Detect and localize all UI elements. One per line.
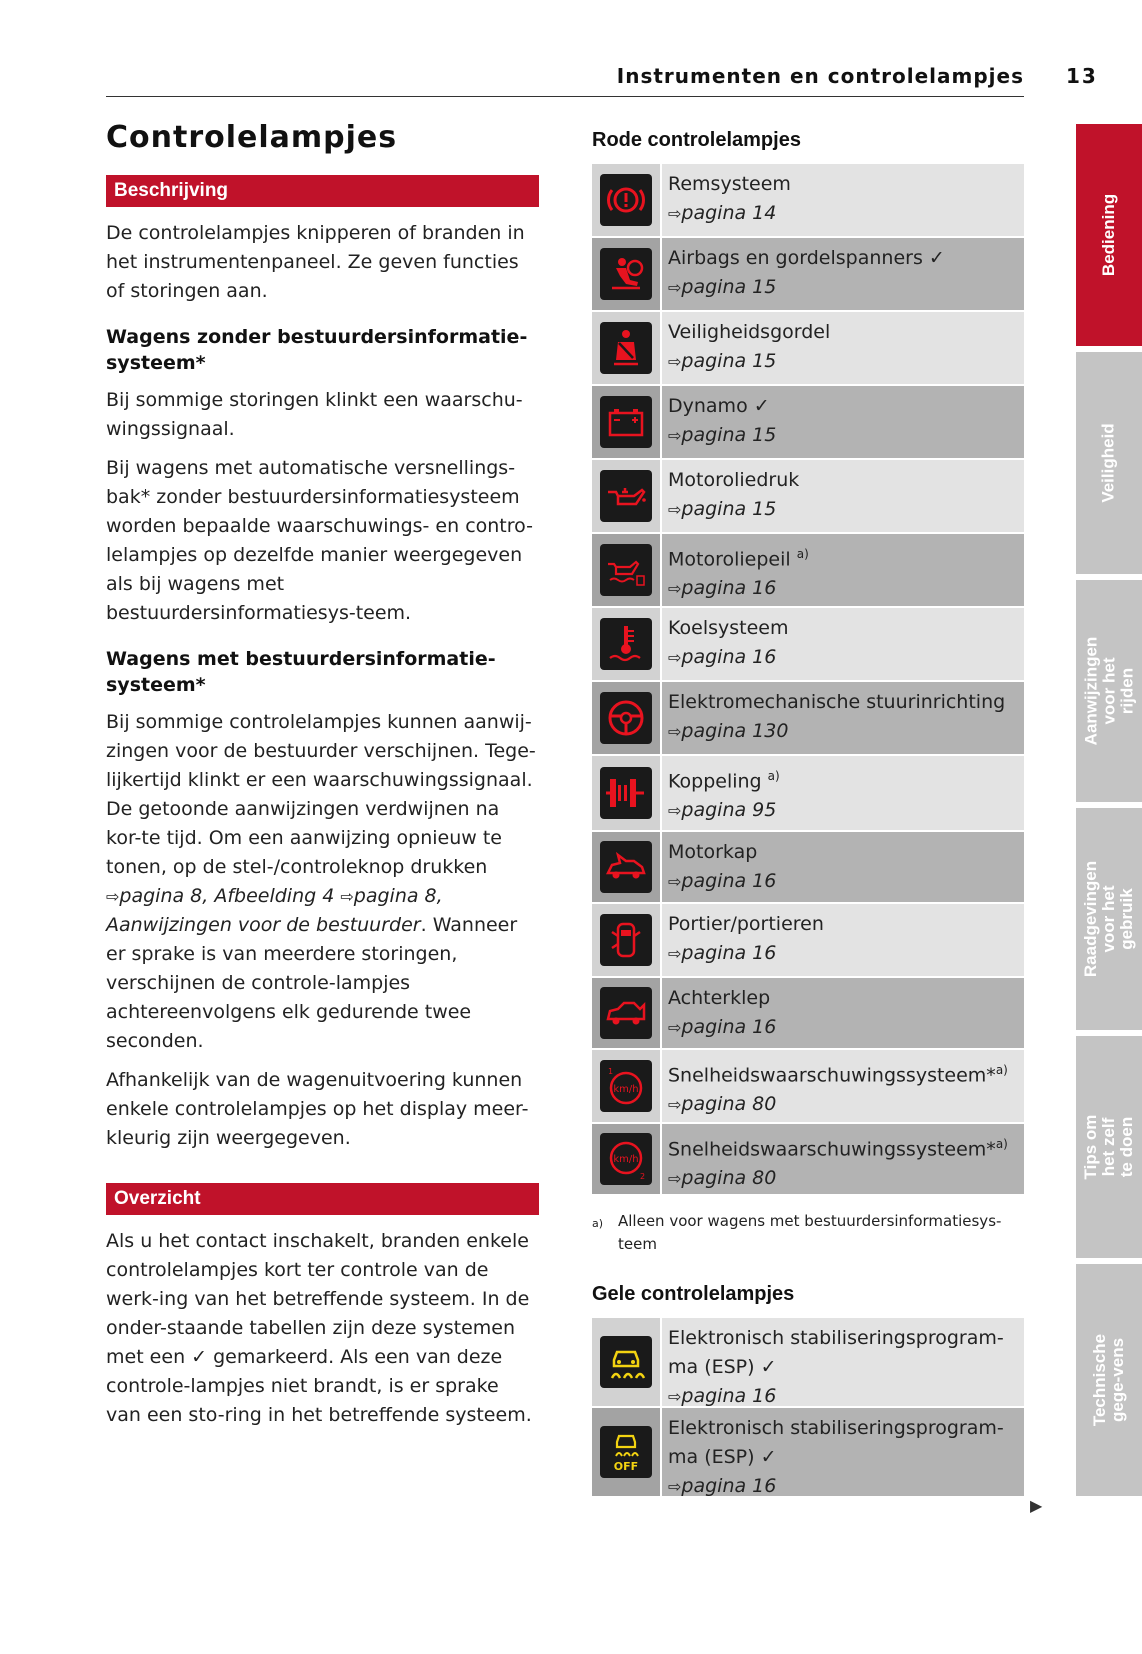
tab-label: Aanwijzingen voor het rijden <box>1081 636 1136 746</box>
lamp-label <box>668 1056 1018 1090</box>
lamp-label: Motorkap <box>668 841 758 863</box>
right-column <box>592 120 1024 1498</box>
lamp-label <box>668 762 1018 796</box>
page-reference-link[interactable]: pagina 80 <box>681 1167 777 1190</box>
clutch-icon <box>600 767 652 819</box>
paragraph: Bij sommige storingen klinkt een waarschu-wingssignaal. <box>106 389 523 440</box>
arrow-icon: ⇨ <box>668 278 682 297</box>
tab-label: Technische gege-vens <box>1090 1333 1127 1427</box>
trunk-open-icon <box>600 987 652 1039</box>
footnote-marker: a) <box>995 1063 1008 1077</box>
lamp-label: Dynamo ✓ <box>668 395 770 417</box>
page-reference-link[interactable]: pagina 16 <box>681 1385 777 1407</box>
running-header-title: Instrumenten en controlelampjes <box>616 64 1024 88</box>
subheading-without-driver-info: Wagens zonder bestuurdersinformatie-systeem* <box>106 326 528 374</box>
header-rule <box>106 96 1024 97</box>
arrow-icon: ⇨ <box>668 426 682 445</box>
arrow-icon: ⇨ <box>668 1095 682 1115</box>
footnote-marker: a) <box>767 769 780 783</box>
arrow-icon: ⇨ <box>106 887 120 906</box>
yellow-lamps-title: Gele controlelampjes <box>592 1283 795 1305</box>
page-number: 13 <box>1066 64 1098 88</box>
steering-wheel-icon <box>600 692 652 744</box>
page-reference-link[interactable]: pagina 95 <box>681 799 777 822</box>
arrow-icon: ⇨ <box>668 579 682 599</box>
lamp-label: Remsysteem <box>668 173 791 195</box>
speed-unit-label: km/h <box>613 1154 639 1165</box>
arrow-icon: ⇨ <box>668 1387 682 1406</box>
speed-unit-label: km/h <box>613 1084 639 1095</box>
cross-reference-link[interactable]: pagina 8, Afbeelding 4 <box>119 885 335 907</box>
table-row <box>592 978 1024 1050</box>
table-row <box>592 1318 1024 1408</box>
table-row <box>592 904 1024 978</box>
lamp-label-text: Snelheidswaarschuwingssysteem* <box>668 1138 996 1161</box>
oil-pressure-icon <box>600 470 652 522</box>
table-row <box>592 238 1024 312</box>
off-label: OFF <box>613 1460 639 1473</box>
table-row <box>592 682 1024 756</box>
page-reference-link[interactable]: pagina 15 <box>681 498 777 520</box>
table-row <box>592 534 1024 608</box>
tab-veiligheid[interactable] <box>1076 352 1142 574</box>
check-icon: ✓ <box>191 1346 208 1368</box>
lamp-label: Elektronisch stabiliseringsprogram-ma (ESP) ✓ <box>668 1327 1004 1378</box>
tab-aanwijzingen[interactable] <box>1076 580 1142 802</box>
brake-warning-icon <box>600 174 652 226</box>
arrow-icon: ⇨ <box>668 872 682 891</box>
lamp-label: Achterklep <box>668 987 771 1009</box>
lamp-label-text: Motoroliepeil <box>668 548 791 571</box>
table-row <box>592 1050 1024 1124</box>
section-bar-overzicht: Overzicht <box>106 1183 539 1215</box>
page-reference-link[interactable]: pagina 16 <box>681 1016 777 1038</box>
table-row <box>592 608 1024 682</box>
arrow-icon: ⇨ <box>668 801 682 821</box>
arrow-icon: ⇨ <box>668 648 682 667</box>
page-reference-link[interactable]: pagina 80 <box>681 1093 777 1116</box>
tab-label: Bediening <box>1099 193 1119 277</box>
table-row <box>592 460 1024 534</box>
left-column <box>106 120 539 1430</box>
text-span: gemarkeerd. Als een van deze controle-lampjes niet brandt, is er sprake van een sto-ring in het betreffende systeem. <box>106 1346 532 1426</box>
battery-icon <box>600 396 652 448</box>
text-span: . Wanneer er sprake is van meerdere storingen, verschijnen de controle-lampjes achtereenvolgens elk gedurende twee seconden. <box>106 914 518 1052</box>
page-reference-link[interactable]: pagina 16 <box>681 646 777 668</box>
lamp-label-text: Snelheidswaarschuwingssysteem* <box>668 1064 996 1087</box>
esp-off-icon <box>600 1426 652 1478</box>
arrow-icon: ⇨ <box>668 204 682 223</box>
page-reference-link[interactable]: pagina 130 <box>681 720 789 742</box>
page-reference-link[interactable]: pagina 16 <box>681 1475 777 1497</box>
lamp-label-text: Koppeling <box>668 770 762 793</box>
coolant-temperature-icon <box>600 618 652 670</box>
paragraph <box>106 708 539 1056</box>
footnote <box>592 1210 1024 1256</box>
tab-tips[interactable] <box>1076 1036 1142 1258</box>
tab-label: Veiligheid <box>1099 423 1119 503</box>
lamp-label: Koelsysteem <box>668 617 789 639</box>
lamp-label: Portier/portieren <box>668 913 824 935</box>
table-row <box>592 756 1024 832</box>
lamp-label: Elektronisch stabiliseringsprogram-ma (ESP) ✓ <box>668 1417 1004 1468</box>
arrow-icon: ⇨ <box>668 500 682 519</box>
paragraph: Bij wagens met automatische versnellings-bak* zonder bestuurdersinformatiesysteem worden bepaalde waarschuwings- en contro-lelampjes op dezelfde manier weergegeven als bij wagens met bestuurdersinformatiesys-teem. <box>106 457 533 624</box>
red-lamps-title: Rode controlelampjes <box>592 129 801 151</box>
arrow-icon: ⇨ <box>668 1018 682 1037</box>
arrow-icon: ⇨ <box>668 1477 682 1496</box>
tab-technische-gegevens[interactable] <box>1076 1264 1142 1496</box>
yellow-lamps-table <box>592 1318 1024 1498</box>
footnote-text: Alleen voor wagens met bestuurdersinformatiesys-teem <box>618 1212 1002 1253</box>
red-lamps-table <box>592 164 1024 1196</box>
lamp-label <box>668 540 1018 574</box>
tab-label: Tips om het zelf te doen <box>1081 1114 1136 1180</box>
footnote-marker: a) <box>995 1137 1008 1151</box>
footnote-marker: a) <box>592 1217 604 1230</box>
arrow-icon: ⇨ <box>668 722 682 741</box>
arrow-icon: ⇨ <box>668 352 682 371</box>
speed-index-label: 1 <box>608 1067 614 1076</box>
airbag-icon <box>600 248 652 300</box>
page-reference-link[interactable]: pagina 16 <box>681 870 777 892</box>
page-reference-link[interactable]: pagina 14 <box>681 202 777 224</box>
page-reference-link[interactable]: pagina 15 <box>681 276 777 298</box>
lamp-label: Elektromechanische stuurinrichting <box>668 691 1006 713</box>
lamp-label <box>668 1130 1018 1164</box>
page-reference-link[interactable]: pagina 15 <box>681 424 777 446</box>
overview-paragraph <box>106 1227 539 1430</box>
cross-reference-link[interactable]: pagina 8, Aanwijzingen voor de bestuurder <box>106 885 443 936</box>
table-row <box>592 1124 1024 1196</box>
arrow-icon: ⇨ <box>340 887 354 906</box>
tab-label: Raadgevingen voor het gebruik <box>1081 860 1137 978</box>
section-bar-beschrijving: Beschrijving <box>106 175 539 207</box>
text-span: Bij sommige controlelampjes kunnen aanwij-zingen voor de bestuurder verschijnen. Tege-lijkertijd klinkt er een waarschuwingssignaal. De getoonde aanwijzingen verdwijnen na kor-te tijd. Om een aanwijzing opnieuw te tonen, op de stel-/controleknop drukken <box>106 711 536 878</box>
table-row <box>592 1408 1024 1498</box>
lamp-label: Airbags en gordelspanners ✓ <box>668 247 945 269</box>
continue-arrow-icon: ▶ <box>1030 1496 1043 1515</box>
door-open-icon <box>600 914 652 966</box>
intro-paragraph: De controlelampjes knipperen of branden in het instrumentenpaneel. Ze geven functies of storingen aan. <box>106 222 525 302</box>
lamp-label: Veiligheidsgordel <box>668 321 831 343</box>
text-span: Als u het contact inschakelt, branden enkele controlelampjes kort ter controle van de werk-ing van het betreffende systeem. In de onder-staande tabellen zijn deze systemen met een <box>106 1230 530 1368</box>
speed-index-label: 2 <box>640 1172 646 1181</box>
table-row <box>592 164 1024 238</box>
page-reference-link[interactable]: pagina 15 <box>681 350 777 372</box>
page-reference-link[interactable]: pagina 16 <box>681 577 777 600</box>
paragraph: Afhankelijk van de wagenuitvoering kunnen enkele controlelampjes op het display meer-kleurig zijn weergegeven. <box>106 1069 529 1149</box>
arrow-icon: ⇨ <box>668 1169 682 1189</box>
table-row <box>592 386 1024 460</box>
page-reference-link[interactable]: pagina 16 <box>681 942 777 964</box>
footnote-marker: a) <box>796 547 809 561</box>
arrow-icon: ⇨ <box>668 944 682 963</box>
tab-raadgevingen[interactable] <box>1076 808 1142 1030</box>
speed-warning-1-icon <box>600 1060 652 1112</box>
speed-warning-2-icon <box>600 1133 652 1185</box>
subheading-with-driver-info: Wagens met bestuurdersinformatie-systeem* <box>106 648 496 696</box>
seatbelt-icon <box>600 322 652 374</box>
esp-icon <box>600 1336 652 1388</box>
page-title: Controlelampjes <box>106 120 398 155</box>
hood-open-icon <box>600 841 652 893</box>
lamp-label: Motoroliedruk <box>668 469 800 491</box>
table-row <box>592 832 1024 904</box>
tab-bediening[interactable] <box>1076 124 1142 346</box>
table-row <box>592 312 1024 386</box>
oil-level-icon <box>600 544 652 596</box>
